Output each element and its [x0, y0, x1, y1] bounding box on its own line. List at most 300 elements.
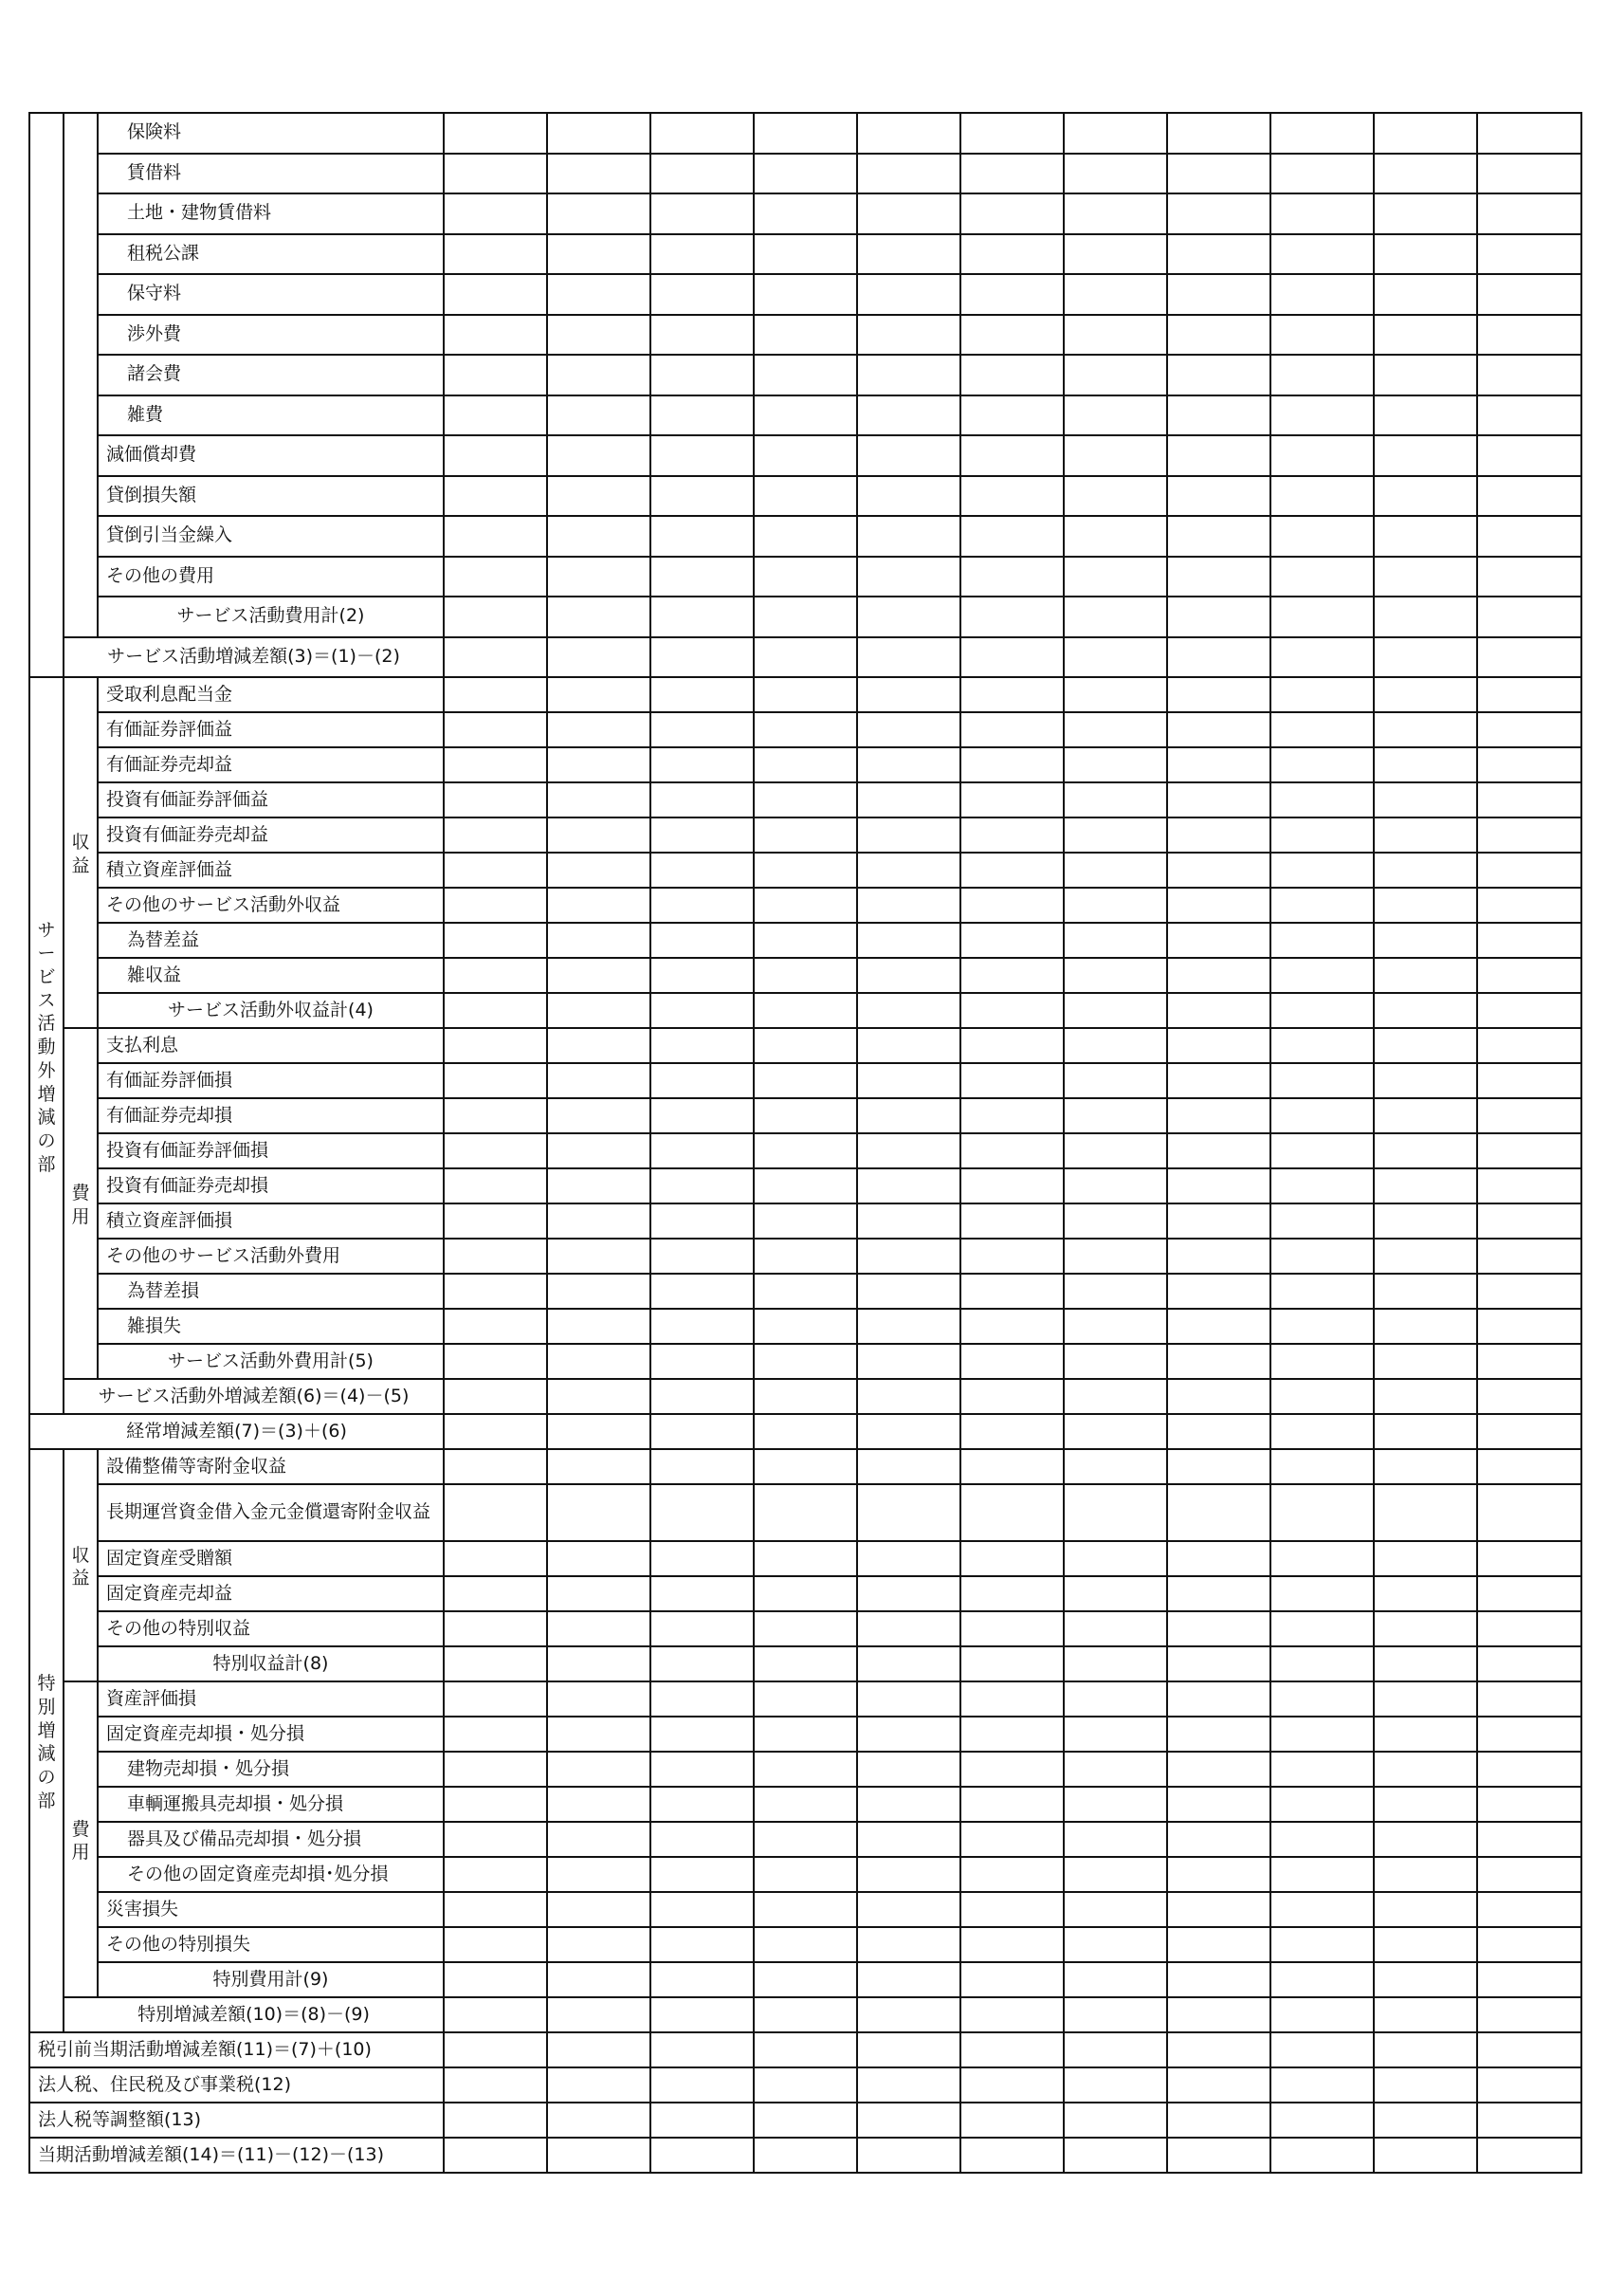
value-cell[interactable]: [754, 1063, 857, 1098]
value-cell[interactable]: [1374, 1274, 1477, 1309]
value-cell[interactable]: [754, 1541, 857, 1576]
value-cell[interactable]: [1477, 2103, 1581, 2138]
value-cell[interactable]: [857, 1927, 960, 1962]
value-cell[interactable]: [547, 476, 650, 517]
value-cell[interactable]: [444, 1239, 547, 1274]
value-cell[interactable]: [1477, 817, 1581, 853]
value-cell[interactable]: [1167, 747, 1270, 782]
value-cell[interactable]: [1270, 476, 1374, 517]
value-cell[interactable]: [1167, 355, 1270, 395]
value-cell[interactable]: [754, 782, 857, 817]
value-cell[interactable]: [1167, 958, 1270, 993]
value-cell[interactable]: [650, 597, 754, 637]
value-cell[interactable]: [1064, 1611, 1167, 1646]
value-cell[interactable]: [1064, 1541, 1167, 1576]
value-cell[interactable]: [960, 1028, 1064, 1063]
value-cell[interactable]: [650, 1962, 754, 1997]
value-cell[interactable]: [1270, 1681, 1374, 1717]
value-cell[interactable]: [650, 1063, 754, 1098]
value-cell[interactable]: [1374, 1379, 1477, 1414]
value-cell[interactable]: [1167, 1484, 1270, 1541]
value-cell[interactable]: [1374, 1822, 1477, 1857]
value-cell[interactable]: [857, 1962, 960, 1997]
value-cell[interactable]: [1167, 1379, 1270, 1414]
value-cell[interactable]: [1064, 1344, 1167, 1379]
value-cell[interactable]: [1477, 557, 1581, 597]
value-cell[interactable]: [1477, 1576, 1581, 1611]
value-cell[interactable]: [857, 2032, 960, 2067]
value-cell[interactable]: [754, 1822, 857, 1857]
value-cell[interactable]: [650, 2067, 754, 2103]
value-cell[interactable]: [1167, 435, 1270, 476]
value-cell[interactable]: [1374, 1681, 1477, 1717]
value-cell[interactable]: [960, 712, 1064, 747]
value-cell[interactable]: [444, 853, 547, 888]
value-cell[interactable]: [444, 1752, 547, 1787]
value-cell[interactable]: [754, 1098, 857, 1133]
value-cell[interactable]: [754, 355, 857, 395]
value-cell[interactable]: [547, 1414, 650, 1449]
value-cell[interactable]: [444, 923, 547, 958]
value-cell[interactable]: [1064, 1133, 1167, 1168]
value-cell[interactable]: [857, 1681, 960, 1717]
value-cell[interactable]: [857, 476, 960, 517]
value-cell[interactable]: [1167, 1344, 1270, 1379]
value-cell[interactable]: [444, 1857, 547, 1892]
value-cell[interactable]: [857, 993, 960, 1028]
value-cell[interactable]: [857, 1787, 960, 1822]
value-cell[interactable]: [547, 958, 650, 993]
value-cell[interactable]: [1270, 888, 1374, 923]
value-cell[interactable]: [650, 435, 754, 476]
value-cell[interactable]: [857, 2138, 960, 2173]
value-cell[interactable]: [1167, 516, 1270, 557]
value-cell[interactable]: [1477, 154, 1581, 194]
value-cell[interactable]: [1374, 1752, 1477, 1787]
value-cell[interactable]: [754, 923, 857, 958]
value-cell[interactable]: [1167, 1063, 1270, 1098]
value-cell[interactable]: [960, 355, 1064, 395]
value-cell[interactable]: [444, 1274, 547, 1309]
value-cell[interactable]: [960, 1717, 1064, 1752]
value-cell[interactable]: [1477, 274, 1581, 315]
value-cell[interactable]: [1477, 1787, 1581, 1822]
value-cell[interactable]: [547, 435, 650, 476]
value-cell[interactable]: [547, 1063, 650, 1098]
value-cell[interactable]: [960, 1752, 1064, 1787]
value-cell[interactable]: [444, 516, 547, 557]
value-cell[interactable]: [857, 1414, 960, 1449]
value-cell[interactable]: [1374, 1168, 1477, 1203]
value-cell[interactable]: [1064, 2067, 1167, 2103]
value-cell[interactable]: [1167, 315, 1270, 356]
value-cell[interactable]: [857, 1239, 960, 1274]
value-cell[interactable]: [650, 1239, 754, 1274]
value-cell[interactable]: [754, 1344, 857, 1379]
value-cell[interactable]: [960, 853, 1064, 888]
value-cell[interactable]: [1477, 1752, 1581, 1787]
value-cell[interactable]: [1167, 1414, 1270, 1449]
value-cell[interactable]: [1270, 2032, 1374, 2067]
value-cell[interactable]: [547, 154, 650, 194]
value-cell[interactable]: [444, 1576, 547, 1611]
value-cell[interactable]: [857, 888, 960, 923]
value-cell[interactable]: [650, 234, 754, 275]
value-cell[interactable]: [650, 274, 754, 315]
value-cell[interactable]: [754, 1997, 857, 2032]
value-cell[interactable]: [960, 1484, 1064, 1541]
value-cell[interactable]: [1374, 1484, 1477, 1541]
value-cell[interactable]: [1064, 435, 1167, 476]
value-cell[interactable]: [1270, 597, 1374, 637]
value-cell[interactable]: [1477, 853, 1581, 888]
value-cell[interactable]: [1167, 923, 1270, 958]
value-cell[interactable]: [1477, 1646, 1581, 1681]
value-cell[interactable]: [754, 234, 857, 275]
value-cell[interactable]: [1477, 923, 1581, 958]
value-cell[interactable]: [1167, 1541, 1270, 1576]
value-cell[interactable]: [960, 993, 1064, 1028]
value-cell[interactable]: [444, 1892, 547, 1927]
value-cell[interactable]: [1167, 1576, 1270, 1611]
value-cell[interactable]: [444, 274, 547, 315]
value-cell[interactable]: [1064, 1892, 1167, 1927]
value-cell[interactable]: [1270, 315, 1374, 356]
value-cell[interactable]: [960, 1414, 1064, 1449]
value-cell[interactable]: [1270, 1449, 1374, 1484]
value-cell[interactable]: [960, 1133, 1064, 1168]
value-cell[interactable]: [1270, 113, 1374, 154]
value-cell[interactable]: [1064, 1274, 1167, 1309]
value-cell[interactable]: [1374, 355, 1477, 395]
value-cell[interactable]: [547, 1962, 650, 1997]
value-cell[interactable]: [650, 1449, 754, 1484]
value-cell[interactable]: [650, 1168, 754, 1203]
value-cell[interactable]: [650, 315, 754, 356]
value-cell[interactable]: [1167, 193, 1270, 234]
value-cell[interactable]: [754, 1576, 857, 1611]
value-cell[interactable]: [1064, 677, 1167, 712]
value-cell[interactable]: [1374, 817, 1477, 853]
value-cell[interactable]: [1167, 817, 1270, 853]
value-cell[interactable]: [754, 154, 857, 194]
value-cell[interactable]: [1374, 1541, 1477, 1576]
value-cell[interactable]: [650, 1646, 754, 1681]
value-cell[interactable]: [1270, 193, 1374, 234]
value-cell[interactable]: [960, 1857, 1064, 1892]
value-cell[interactable]: [1270, 1962, 1374, 1997]
value-cell[interactable]: [650, 1309, 754, 1344]
value-cell[interactable]: [547, 888, 650, 923]
value-cell[interactable]: [1477, 193, 1581, 234]
value-cell[interactable]: [857, 1098, 960, 1133]
value-cell[interactable]: [444, 1344, 547, 1379]
value-cell[interactable]: [754, 1414, 857, 1449]
value-cell[interactable]: [960, 2067, 1064, 2103]
value-cell[interactable]: [1270, 637, 1374, 678]
value-cell[interactable]: [1477, 1717, 1581, 1752]
value-cell[interactable]: [1064, 958, 1167, 993]
value-cell[interactable]: [857, 1484, 960, 1541]
value-cell[interactable]: [857, 1892, 960, 1927]
value-cell[interactable]: [1167, 597, 1270, 637]
value-cell[interactable]: [1167, 2067, 1270, 2103]
value-cell[interactable]: [1064, 923, 1167, 958]
value-cell[interactable]: [650, 1274, 754, 1309]
value-cell[interactable]: [960, 2032, 1064, 2067]
value-cell[interactable]: [444, 435, 547, 476]
value-cell[interactable]: [444, 1611, 547, 1646]
value-cell[interactable]: [1477, 435, 1581, 476]
value-cell[interactable]: [444, 1541, 547, 1576]
value-cell[interactable]: [547, 1752, 650, 1787]
value-cell[interactable]: [857, 677, 960, 712]
value-cell[interactable]: [1477, 476, 1581, 517]
value-cell[interactable]: [444, 637, 547, 678]
value-cell[interactable]: [1270, 154, 1374, 194]
value-cell[interactable]: [960, 1997, 1064, 2032]
value-cell[interactable]: [960, 234, 1064, 275]
value-cell[interactable]: [754, 637, 857, 678]
value-cell[interactable]: [1374, 395, 1477, 436]
value-cell[interactable]: [650, 355, 754, 395]
value-cell[interactable]: [650, 1414, 754, 1449]
value-cell[interactable]: [444, 1168, 547, 1203]
value-cell[interactable]: [857, 1541, 960, 1576]
value-cell[interactable]: [1064, 1203, 1167, 1239]
value-cell[interactable]: [857, 113, 960, 154]
value-cell[interactable]: [444, 1484, 547, 1541]
value-cell[interactable]: [650, 1541, 754, 1576]
value-cell[interactable]: [960, 113, 1064, 154]
value-cell[interactable]: [650, 1717, 754, 1752]
value-cell[interactable]: [1064, 193, 1167, 234]
value-cell[interactable]: [547, 1822, 650, 1857]
value-cell[interactable]: [1374, 476, 1477, 517]
value-cell[interactable]: [1477, 1414, 1581, 1449]
value-cell[interactable]: [754, 315, 857, 356]
value-cell[interactable]: [1270, 1133, 1374, 1168]
value-cell[interactable]: [650, 193, 754, 234]
value-cell[interactable]: [650, 1484, 754, 1541]
value-cell[interactable]: [547, 1892, 650, 1927]
value-cell[interactable]: [1270, 1541, 1374, 1576]
value-cell[interactable]: [1477, 1274, 1581, 1309]
value-cell[interactable]: [857, 2103, 960, 2138]
value-cell[interactable]: [444, 2067, 547, 2103]
value-cell[interactable]: [754, 993, 857, 1028]
value-cell[interactable]: [1270, 1611, 1374, 1646]
value-cell[interactable]: [650, 1752, 754, 1787]
value-cell[interactable]: [1270, 747, 1374, 782]
value-cell[interactable]: [650, 817, 754, 853]
value-cell[interactable]: [1270, 1274, 1374, 1309]
value-cell[interactable]: [960, 958, 1064, 993]
value-cell[interactable]: [1167, 1611, 1270, 1646]
value-cell[interactable]: [960, 1611, 1064, 1646]
value-cell[interactable]: [754, 1646, 857, 1681]
value-cell[interactable]: [547, 1717, 650, 1752]
value-cell[interactable]: [444, 395, 547, 436]
value-cell[interactable]: [1064, 557, 1167, 597]
value-cell[interactable]: [1270, 1309, 1374, 1344]
value-cell[interactable]: [857, 274, 960, 315]
value-cell[interactable]: [1374, 1576, 1477, 1611]
value-cell[interactable]: [1477, 1681, 1581, 1717]
value-cell[interactable]: [1064, 1484, 1167, 1541]
value-cell[interactable]: [547, 1239, 650, 1274]
value-cell[interactable]: [960, 817, 1064, 853]
value-cell[interactable]: [1064, 395, 1167, 436]
value-cell[interactable]: [857, 637, 960, 678]
value-cell[interactable]: [1270, 1063, 1374, 1098]
value-cell[interactable]: [1477, 2138, 1581, 2173]
value-cell[interactable]: [1270, 516, 1374, 557]
value-cell[interactable]: [1064, 2138, 1167, 2173]
value-cell[interactable]: [547, 1681, 650, 1717]
value-cell[interactable]: [547, 853, 650, 888]
value-cell[interactable]: [650, 853, 754, 888]
value-cell[interactable]: [1167, 1098, 1270, 1133]
value-cell[interactable]: [754, 677, 857, 712]
value-cell[interactable]: [857, 1309, 960, 1344]
value-cell[interactable]: [1167, 1962, 1270, 1997]
value-cell[interactable]: [1374, 2032, 1477, 2067]
value-cell[interactable]: [754, 435, 857, 476]
value-cell[interactable]: [1167, 993, 1270, 1028]
value-cell[interactable]: [1270, 2138, 1374, 2173]
value-cell[interactable]: [1477, 1892, 1581, 1927]
value-cell[interactable]: [547, 2067, 650, 2103]
value-cell[interactable]: [1270, 274, 1374, 315]
value-cell[interactable]: [960, 274, 1064, 315]
value-cell[interactable]: [1477, 1063, 1581, 1098]
value-cell[interactable]: [547, 1028, 650, 1063]
value-cell[interactable]: [960, 193, 1064, 234]
value-cell[interactable]: [650, 516, 754, 557]
value-cell[interactable]: [444, 1681, 547, 1717]
value-cell[interactable]: [1374, 1962, 1477, 1997]
value-cell[interactable]: [754, 1168, 857, 1203]
value-cell[interactable]: [1374, 1309, 1477, 1344]
value-cell[interactable]: [1477, 516, 1581, 557]
value-cell[interactable]: [1167, 2103, 1270, 2138]
value-cell[interactable]: [1374, 274, 1477, 315]
value-cell[interactable]: [547, 1541, 650, 1576]
value-cell[interactable]: [650, 1133, 754, 1168]
value-cell[interactable]: [547, 782, 650, 817]
value-cell[interactable]: [1374, 1892, 1477, 1927]
value-cell[interactable]: [444, 1449, 547, 1484]
value-cell[interactable]: [444, 113, 547, 154]
value-cell[interactable]: [1064, 747, 1167, 782]
value-cell[interactable]: [1270, 1484, 1374, 1541]
value-cell[interactable]: [1167, 113, 1270, 154]
value-cell[interactable]: [960, 1576, 1064, 1611]
value-cell[interactable]: [754, 1028, 857, 1063]
value-cell[interactable]: [754, 1927, 857, 1962]
value-cell[interactable]: [444, 154, 547, 194]
value-cell[interactable]: [754, 1611, 857, 1646]
value-cell[interactable]: [754, 2032, 857, 2067]
value-cell[interactable]: [960, 782, 1064, 817]
value-cell[interactable]: [1374, 516, 1477, 557]
value-cell[interactable]: [547, 1646, 650, 1681]
value-cell[interactable]: [1374, 747, 1477, 782]
value-cell[interactable]: [857, 1717, 960, 1752]
value-cell[interactable]: [960, 888, 1064, 923]
value-cell[interactable]: [960, 1927, 1064, 1962]
value-cell[interactable]: [857, 747, 960, 782]
value-cell[interactable]: [857, 1168, 960, 1203]
value-cell[interactable]: [960, 476, 1064, 517]
value-cell[interactable]: [1477, 1611, 1581, 1646]
value-cell[interactable]: [1374, 315, 1477, 356]
value-cell[interactable]: [1064, 1379, 1167, 1414]
value-cell[interactable]: [1374, 1997, 1477, 2032]
value-cell[interactable]: [1167, 1717, 1270, 1752]
value-cell[interactable]: [960, 1541, 1064, 1576]
value-cell[interactable]: [444, 677, 547, 712]
value-cell[interactable]: [547, 557, 650, 597]
value-cell[interactable]: [1374, 1717, 1477, 1752]
value-cell[interactable]: [754, 2067, 857, 2103]
value-cell[interactable]: [754, 1787, 857, 1822]
value-cell[interactable]: [1270, 712, 1374, 747]
value-cell[interactable]: [650, 1344, 754, 1379]
value-cell[interactable]: [754, 1681, 857, 1717]
value-cell[interactable]: [650, 747, 754, 782]
value-cell[interactable]: [444, 1028, 547, 1063]
value-cell[interactable]: [1477, 677, 1581, 712]
value-cell[interactable]: [960, 1787, 1064, 1822]
value-cell[interactable]: [1374, 2103, 1477, 2138]
value-cell[interactable]: [650, 1822, 754, 1857]
value-cell[interactable]: [1064, 1681, 1167, 1717]
value-cell[interactable]: [1064, 2103, 1167, 2138]
value-cell[interactable]: [444, 476, 547, 517]
value-cell[interactable]: [1477, 1962, 1581, 1997]
value-cell[interactable]: [1064, 476, 1167, 517]
value-cell[interactable]: [444, 355, 547, 395]
value-cell[interactable]: [547, 597, 650, 637]
value-cell[interactable]: [547, 1611, 650, 1646]
value-cell[interactable]: [857, 1203, 960, 1239]
value-cell[interactable]: [857, 1752, 960, 1787]
value-cell[interactable]: [1270, 435, 1374, 476]
value-cell[interactable]: [547, 274, 650, 315]
value-cell[interactable]: [1064, 712, 1167, 747]
value-cell[interactable]: [1477, 1541, 1581, 1576]
value-cell[interactable]: [1270, 1098, 1374, 1133]
value-cell[interactable]: [1477, 782, 1581, 817]
value-cell[interactable]: [1167, 1309, 1270, 1344]
value-cell[interactable]: [857, 154, 960, 194]
value-cell[interactable]: [754, 395, 857, 436]
value-cell[interactable]: [650, 1997, 754, 2032]
value-cell[interactable]: [754, 274, 857, 315]
value-cell[interactable]: [1477, 1449, 1581, 1484]
value-cell[interactable]: [857, 516, 960, 557]
value-cell[interactable]: [650, 923, 754, 958]
value-cell[interactable]: [444, 1787, 547, 1822]
value-cell[interactable]: [547, 516, 650, 557]
value-cell[interactable]: [547, 1484, 650, 1541]
value-cell[interactable]: [960, 677, 1064, 712]
value-cell[interactable]: [547, 315, 650, 356]
value-cell[interactable]: [1477, 2032, 1581, 2067]
value-cell[interactable]: [1270, 1752, 1374, 1787]
